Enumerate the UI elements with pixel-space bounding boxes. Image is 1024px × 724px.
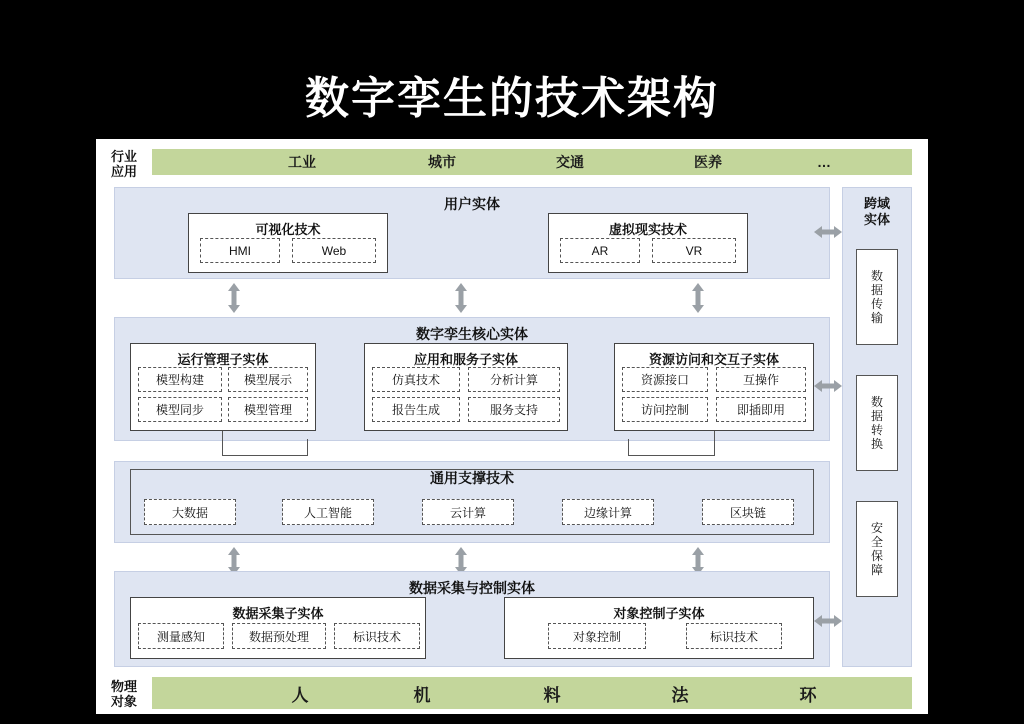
- industry-item-2: 交通: [556, 154, 584, 170]
- layer-common-support-title: 通用支撑技术: [430, 470, 514, 486]
- industry-item-4: …: [817, 154, 831, 170]
- chip-ar[interactable]: AR: [560, 238, 640, 263]
- chip-model-manage[interactable]: 模型管理: [228, 397, 308, 422]
- chip-model-display[interactable]: 模型展示: [228, 367, 308, 392]
- arrow-cross-2: [814, 379, 842, 393]
- physical-item-1: 机: [413, 685, 431, 705]
- chip-big-data[interactable]: 大数据: [144, 499, 236, 525]
- left-label-physical: 物理 对象: [110, 679, 137, 709]
- chip-resource-interface[interactable]: 资源接口: [622, 367, 708, 392]
- arrow-user-to-core-2: [454, 283, 468, 313]
- chip-analysis[interactable]: 分析计算: [468, 367, 560, 392]
- arrow-user-to-core-1: [227, 283, 241, 313]
- chip-blockchain[interactable]: 区块链: [702, 499, 794, 525]
- cross-box-data-transfer[interactable]: [856, 249, 898, 345]
- chip-object-control[interactable]: 对象控制: [548, 623, 646, 649]
- arrow-user-to-core-3: [691, 283, 705, 313]
- layer-user-entity-title: 用户实体: [444, 196, 500, 212]
- connector-res-down: [714, 431, 715, 455]
- layer-core-entity-title: 数字孪生核心实体: [416, 326, 528, 342]
- industry-application-bar: [152, 149, 912, 175]
- physical-item-4: 环: [799, 685, 817, 705]
- connector-op-down: [222, 431, 223, 455]
- chip-hmi[interactable]: HMI: [200, 238, 280, 263]
- connector-res-left: [628, 455, 715, 456]
- group-data-collection-title: 数据采集子实体: [232, 606, 324, 621]
- chip-vr[interactable]: VR: [652, 238, 736, 263]
- group-resource-access-title: 资源访问和交互子实体: [648, 352, 779, 367]
- connector-op-up: [307, 439, 308, 456]
- chip-identification-2[interactable]: 标识技术: [686, 623, 782, 649]
- industry-item-1: 城市: [428, 154, 456, 170]
- group-vr-tech-title: 虚拟现实技术: [608, 222, 687, 237]
- layer-data-collect-control-title: 数据采集与控制实体: [409, 580, 535, 596]
- chip-preprocess[interactable]: 数据预处理: [232, 623, 326, 649]
- arrow-cross-1: [814, 225, 842, 239]
- group-operation-management-title: 运行管理子实体: [177, 352, 269, 367]
- connector-res-up: [628, 439, 629, 456]
- chip-web[interactable]: Web: [292, 238, 376, 263]
- left-label-industry: 行业 应用: [110, 149, 137, 179]
- cross-box-data-conversion[interactable]: [856, 375, 898, 471]
- chip-access-control[interactable]: 访问控制: [622, 397, 708, 422]
- arrow-cross-3: [814, 614, 842, 628]
- chip-report[interactable]: 报告生成: [372, 397, 460, 422]
- industry-item-0: 工业: [288, 154, 316, 170]
- cross-box-security[interactable]: [856, 501, 898, 597]
- cross-box-security-label: 安 全 保 障: [870, 521, 883, 577]
- chip-model-build[interactable]: 模型构建: [138, 367, 222, 392]
- chip-cloud[interactable]: 云计算: [422, 499, 514, 525]
- physical-item-2: 料: [543, 685, 561, 705]
- physical-item-0: 人: [291, 685, 309, 705]
- physical-item-3: 法: [671, 685, 689, 705]
- chip-edge[interactable]: 边缘计算: [562, 499, 654, 525]
- page-title: 数字孪生的技术架构: [305, 74, 719, 123]
- chip-identification-1[interactable]: 标识技术: [334, 623, 420, 649]
- industry-item-3: 医养: [694, 154, 722, 170]
- chip-service-support[interactable]: 服务支持: [468, 397, 560, 422]
- physical-object-bar: [152, 677, 912, 709]
- chip-ai[interactable]: 人工智能: [282, 499, 374, 525]
- connector-op-right: [222, 455, 308, 456]
- group-application-service-title: 应用和服务子实体: [413, 352, 518, 367]
- chip-simulation[interactable]: 仿真技术: [372, 367, 460, 392]
- group-object-control-title: 对象控制子实体: [613, 606, 705, 621]
- chip-plug-and-play[interactable]: 即插即用: [716, 397, 806, 422]
- diagram-board: [96, 136, 928, 714]
- chip-model-sync[interactable]: 模型同步: [138, 397, 222, 422]
- chip-interoperability[interactable]: 互操作: [716, 367, 806, 392]
- chip-measure-sense[interactable]: 测量感知: [138, 623, 224, 649]
- cross-box-data-transfer-label: 数 据 传 输: [870, 269, 883, 325]
- cross-box-data-conversion-label: 数 据 转 换: [870, 395, 883, 451]
- group-visualization-tech-title: 可视化技术: [255, 222, 321, 237]
- cross-domain-entity-title: 跨域 实体: [863, 196, 890, 227]
